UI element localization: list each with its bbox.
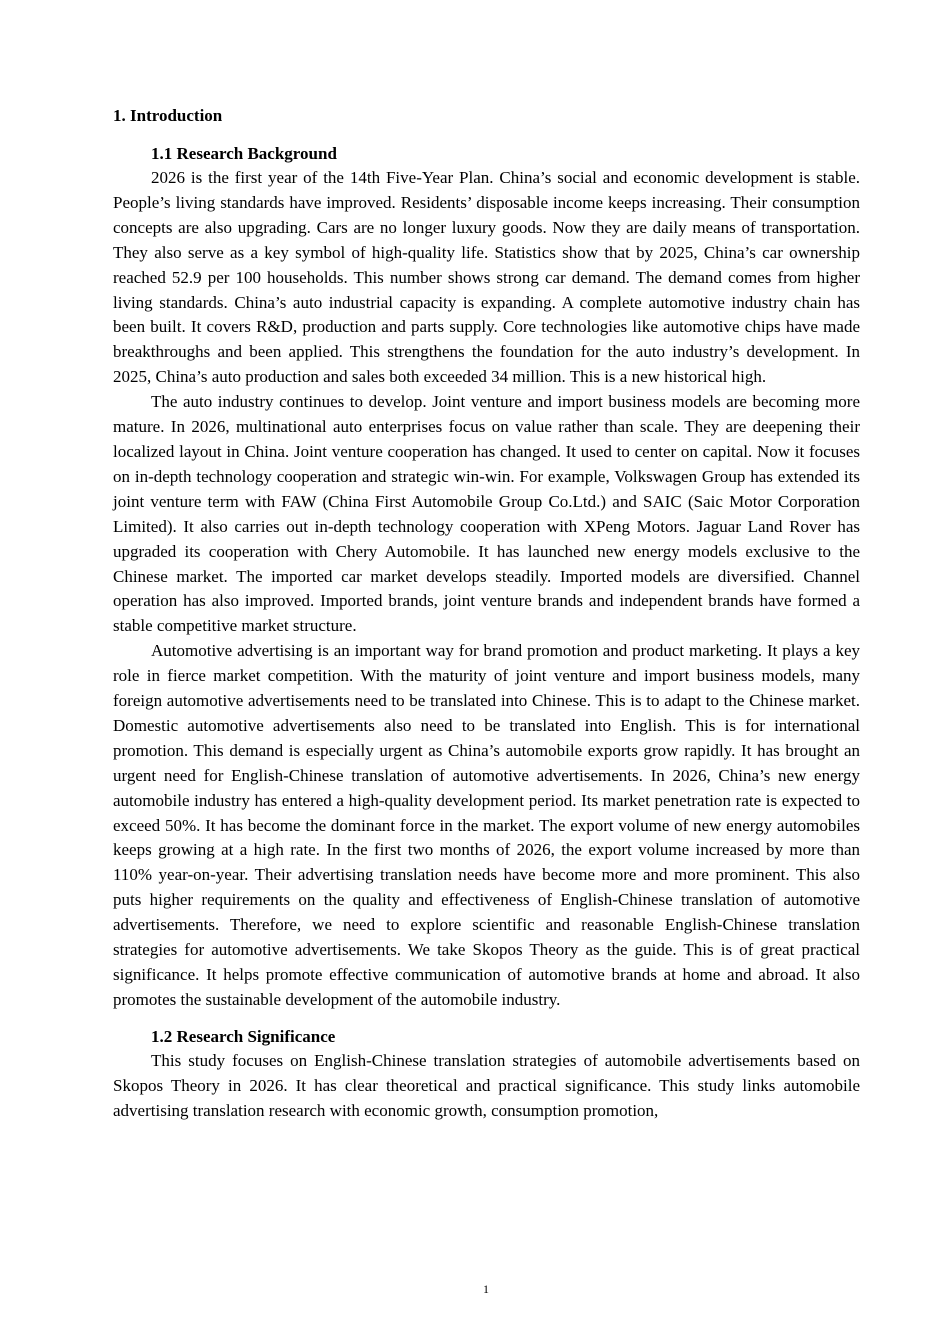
paragraph-significance-1: This study focuses on English-Chinese translation strategies of automobile advertisements based on Skopos Theory in 2026. It has clear theoretical and practical significance. This study links automobile advertising translation research with economic growth, consumption promotion, (113, 1050, 860, 1120)
paragraph-background-3: Automotive advertising is an important way for brand promotion and product marketing. It plays a key role in fierce market competition. With the maturity of joint venture and import business models, many foreign automotive advertisements need to be translated into Chinese. This is to adapt to the Chinese market. Domestic automotive advertisements also need to be translated into English. This is for international promotion. This demand is especially urgent as China’s automobile exports grow rapidly. It has brought an urgent need for English-Chinese translation of automotive advertisements. In 2026, China’s new energy automobile industry has entered a high-quality development period. Its market penetration rate is expected to exceed 50%. It has become the dominant force in the market. The export volume of new energy automobiles keeps growing at a high rate. In the first two months of 2026, the export volume increased by more than 110% year-on-year. Their advertising translation needs have become more and more prominent. This also puts higher requirements on the quality and effectiveness of English-Chinese translation of automotive advertisements. Therefore, we need to explore scientific and reasonable English-Chinese translation strategies for automotive advertisements. We take Skopos Theory as the guide. This is of great practical significance. It helps promote effective communication of automotive brands at home and abroad. It also promotes the sustainable development of the automobile industry. (113, 641, 860, 1009)
paragraph-background-2: The auto industry continues to develop. Joint venture and import business models are becoming more mature. In 2026, multinational auto enterprises focus on value rather than scale. They are deepening their localized layout in China. Joint venture cooperation has changed. It used to center on capital. Now it focuses on in-depth technology cooperation and strategic win-win. For example, Volkswagen Group has extended its joint venture term with FAW (China First Automobile Group Co.Ltd.) and SAIC (Saic Motor Corporation Limited). It also carries out in-depth technology cooperation with XPeng Motors. Jaguar Land Rover has upgraded its cooperation with Chery Automobile. It has launched new energy models exclusive to the Chinese market. The imported car market develops steadily. Imported models are diversified. Channel operation has also improved. Imported brands, joint venture brands and independent brands have formed a stable competitive market structure. (113, 392, 860, 636)
page-number: 1 (483, 1282, 489, 1296)
paragraph-background-1: 2026 is the first year of the 14th Five-Year Plan. China’s social and economic development is stable. People’s living standards have improved. Residents’ disposable income keeps increasing. Their consumption concepts are also upgrading. Cars are no longer luxury goods. Now they are daily means of transportation. They also serve as a key symbol of high-quality life. Statistics show that by 2025, China’s car ownership reached 52.9 per 100 households. This number shows strong car demand. The demand comes from higher living standards. China’s auto industrial capacity is expanding. A complete automotive industry chain has been built. It covers R&D, production and parts supply. Core technologies like automotive chips have made breakthroughs and been applied. This strengthens the foundation for the auto industry’s development. In 2025, China’s auto production and sales both exceeded 34 million. This is a new historical high. (113, 168, 860, 387)
subsection-heading-research-significance: 1.2 Research Significance (151, 1026, 336, 1046)
document-page (113, 104, 860, 1124)
subsection-heading-research-background: 1.1 Research Background (151, 144, 337, 163)
section-heading-introduction: 1. Introduction (113, 106, 223, 125)
